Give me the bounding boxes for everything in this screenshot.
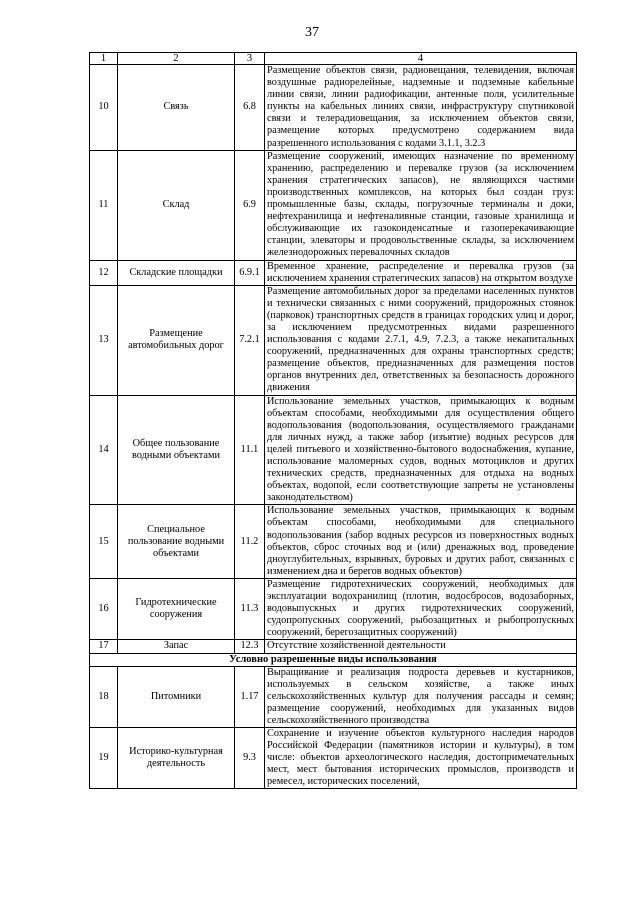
use-name: Историко-культурная деятельность bbox=[118, 727, 235, 788]
use-description: Размещение гидротехнических сооружений, необходимых для эксплуатации водохранилищ (плотин, водосбросов, водозаборных, водовыпускных и других гидротехнических сооружений, судопропускных сооружений, рыбозащитных и рыбопропускных сооружений, берегозащитных сооружений) bbox=[265, 578, 577, 639]
use-description: Использование земельных участков, примыкающих к водным объектам способами, необходимыми для осуществления общего водопользования (водопользования, осуществляемого гражданами для личных нужд, а также забор (изъятие) водных ресурсов для целей питьевого и хозяйственно-бытового водоснабжения, купание, использование маломерных судов, водных мотоциклов и других технических средств, предназначенных для отдыха на водных объектах, водопой, если соответствующие запреты не установлены законодательством) bbox=[265, 395, 577, 505]
use-description: Выращивание и реализация подроста деревьев и кустарников, используемых в сельском хозяйстве, а также иных сельскохозяйственных культур для получения рассады и семян; размещение сооружений, необходимых для указанных видов сельскохозяйственного производства bbox=[265, 666, 577, 727]
use-description: Временное хранение, распределение и перевалка грузов (за исключением хранения стратегических запасов) на открытом воздухе bbox=[265, 260, 577, 285]
use-code: 11.3 bbox=[235, 578, 265, 639]
header-col-1: 1 bbox=[90, 53, 118, 65]
use-code: 12.3 bbox=[235, 640, 265, 653]
use-code: 6.9 bbox=[235, 150, 265, 260]
table-row bbox=[90, 285, 577, 395]
use-code: 9.3 bbox=[235, 727, 265, 788]
use-name: Размещение автомобильных дорог bbox=[118, 285, 235, 395]
row-number: 15 bbox=[90, 505, 118, 579]
row-number: 10 bbox=[90, 65, 118, 151]
use-name: Специальное пользование водными объектами bbox=[118, 505, 235, 579]
use-code: 11.2 bbox=[235, 505, 265, 579]
row-number: 12 bbox=[90, 260, 118, 285]
row-number: 16 bbox=[90, 578, 118, 639]
use-name: Общее пользование водными объектами bbox=[118, 395, 235, 505]
row-number: 18 bbox=[90, 666, 118, 727]
use-description: Сохранение и изучение объектов культурного наследия народов Российской Федерации (памятников истории и культуры), в том числе: объектов археологического наследия, достопримечательных мест, мест бытования исторических промыслов, производств и ремесел, исторических поселений, bbox=[265, 727, 577, 788]
use-code: 11.1 bbox=[235, 395, 265, 505]
use-name: Питомники bbox=[118, 666, 235, 727]
page-number: 37 bbox=[305, 25, 319, 40]
header-col-4: 4 bbox=[265, 53, 577, 65]
use-name: Связь bbox=[118, 65, 235, 151]
table-row bbox=[90, 640, 577, 653]
table-header-row bbox=[90, 53, 577, 65]
row-number: 14 bbox=[90, 395, 118, 505]
header-col-2: 2 bbox=[118, 53, 235, 65]
use-code: 6.8 bbox=[235, 65, 265, 151]
use-description: Использование земельных участков, примыкающих к водным объектам способами, необходимыми для специального водопользования (забор водных ресурсов из поверхностных водных объектов, сброс сточных вод и (или) дренажных вод, проведение дноуглубительных, взрывных, буровых и других работ, связанных с изменением дна и берегов водных объектов) bbox=[265, 505, 577, 579]
section-title: Условно разрешенные виды использования bbox=[90, 653, 577, 666]
table-row bbox=[90, 260, 577, 285]
table-row bbox=[90, 578, 577, 639]
use-description: Отсутствие хозяйственной деятельности bbox=[265, 640, 577, 653]
table-row bbox=[90, 65, 577, 151]
use-name: Гидротехнические сооружения bbox=[118, 578, 235, 639]
table-row bbox=[90, 150, 577, 260]
table-row bbox=[90, 727, 577, 788]
header-col-3: 3 bbox=[235, 53, 265, 65]
use-code: 6.9.1 bbox=[235, 260, 265, 285]
use-description: Размещение автомобильных дорог за пределами населенных пунктов и технически связанных с ними сооружений, придорожных стоянок (парковок) транспортных средств в границах городских улиц и дорог, за исключением предусмотренных видами разрешенного использования с кодами 2.7.1, 4.9, 7.2.3, а также некапитальных сооружений, предназначенных для охраны транспортных средств; размещение объектов, предназначенных для размещения постов органов внутренних дел, ответственных за безопасность дорожного движения bbox=[265, 285, 577, 395]
row-number: 11 bbox=[90, 150, 118, 260]
row-number: 17 bbox=[90, 640, 118, 653]
use-name: Склад bbox=[118, 150, 235, 260]
section-header-row bbox=[90, 653, 577, 666]
table-row bbox=[90, 666, 577, 727]
table-row bbox=[90, 505, 577, 579]
row-number: 19 bbox=[90, 727, 118, 788]
table-row bbox=[90, 395, 577, 505]
use-description: Размещение сооружений, имеющих назначение по временному хранению, распределению и перевалке грузов (за исключением хранения стратегических запасов), не являющихся частями производственных комплексов, на которых был создан груз: промышленные базы, склады, погрузочные терминалы и доки, нефтехранилища и нефтеналивные станции, газовые хранилища и обслуживающие их газоконденсатные и газоперекачивающие станции, элеваторы и продовольственные склады, за исключением железнодорожных перевалочных складов bbox=[265, 150, 577, 260]
use-code: 1.17 bbox=[235, 666, 265, 727]
use-name: Складские площадки bbox=[118, 260, 235, 285]
use-code: 7.2.1 bbox=[235, 285, 265, 395]
use-description: Размещение объектов связи, радиовещания, телевидения, включая воздушные радиорелейные, надземные и подземные кабельные линии связи, линии радиофикации, антенные поля, усилительные пункты на кабельных линиях связи, инфраструктуру спутниковой связи и телерадиовещания, за исключением объектов связи, размещение которых предусмотрено содержанием вида разрешенного использования с кодами 3.1.1, 3.2.3 bbox=[265, 65, 577, 151]
row-number: 13 bbox=[90, 285, 118, 395]
permitted-use-table bbox=[89, 52, 577, 789]
use-name: Запас bbox=[118, 640, 235, 653]
